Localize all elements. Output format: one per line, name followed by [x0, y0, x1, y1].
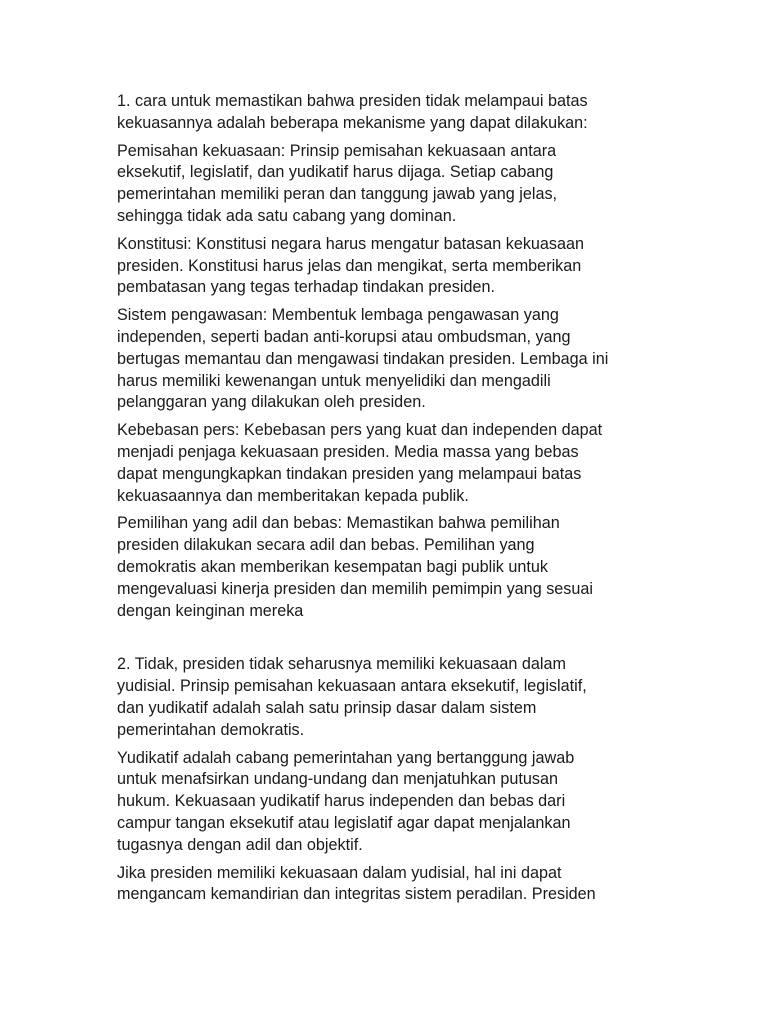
document-page: [117, 91, 637, 912]
paragraph-konstitusi: Konstitusi: Konstitusi negara harus mengatur batasan kekuasaan presiden. Konstitusi harus jelas dan mengikat, serta memberikan pembatasan yang tegas terhadap tindakan presiden.: [117, 234, 585, 297]
paragraph-pemilihan: Pemilihan yang adil dan bebas: Memastikan bahwa pemilihan presiden dilakukan secara adil dan bebas. Pemilihan yang demokratis akan memberikan kesempatan bagi publik untuk mengevaluasi kinerja presiden dan memilih pemimpin yang sesuai dengan keinginan mereka: [117, 514, 593, 620]
section1-intro: 1. cara untuk memastikan bahwa presiden tidak melampaui batas kekuasannya adalah beberapa mekanisme yang dapat dilakukan:: [117, 92, 588, 132]
paragraph-yudikatif: Yudikatif adalah cabang pemerintahan yang bertanggung jawab untuk menafsirkan undang-undang dan menjatuhkan putusan hukum. Kekuasaan yudikatif harus independen dan bebas dari campur tangan eksekutif atau legislatif agar dapat menjalankan tugasnya dengan adil dan objektif.: [117, 748, 575, 854]
paragraph-pemisahan-kekuasaan: Pemisahan kekuasaan: Prinsip pemisahan kekuasaan antara eksekutif, legislatif, dan yudikatif harus dijaga. Setiap cabang pemerintahan memiliki peran dan tanggung jawab yang jelas, sehingga tidak ada satu cabang yang dominan.: [117, 141, 558, 225]
paragraph-kekuasaan-yudisial: Jika presiden memiliki kekuasaan dalam yudisial, hal ini dapat mengancam kemandirian dan integritas sistem peradilan. Presiden: [117, 863, 596, 904]
paragraph-kebebasan-pers: Kebebasan pers: Kebebasan pers yang kuat dan independen dapat menjadi penjaga kekuasaan presiden. Media massa yang bebas dapat mengungkapkan tindakan presiden yang melampaui batas kekuasaannya dan memberitakan kepada publik.: [117, 421, 603, 505]
paragraph-sistem-pengawasan: Sistem pengawasan: Membentuk lembaga pengawasan yang independen, seperti badan anti-korupsi atau ombudsman, yang bertugas memantau dan mengawasi tindakan presiden. Lembaga ini harus memiliki kewenangan untuk menyelidiki dan mengadili pelanggaran yang dilakukan oleh presiden.: [117, 306, 609, 412]
section-gap: [117, 628, 637, 654]
section2-intro: 2. Tidak, presiden tidak seharusnya memiliki kekuasaan dalam yudisial. Prinsip pemisahan kekuasaan antara eksekutif, legislatif, dan yudikatif adalah salah satu prinsip dasar dalam sistem pemerintahan demokratis.: [117, 655, 587, 739]
